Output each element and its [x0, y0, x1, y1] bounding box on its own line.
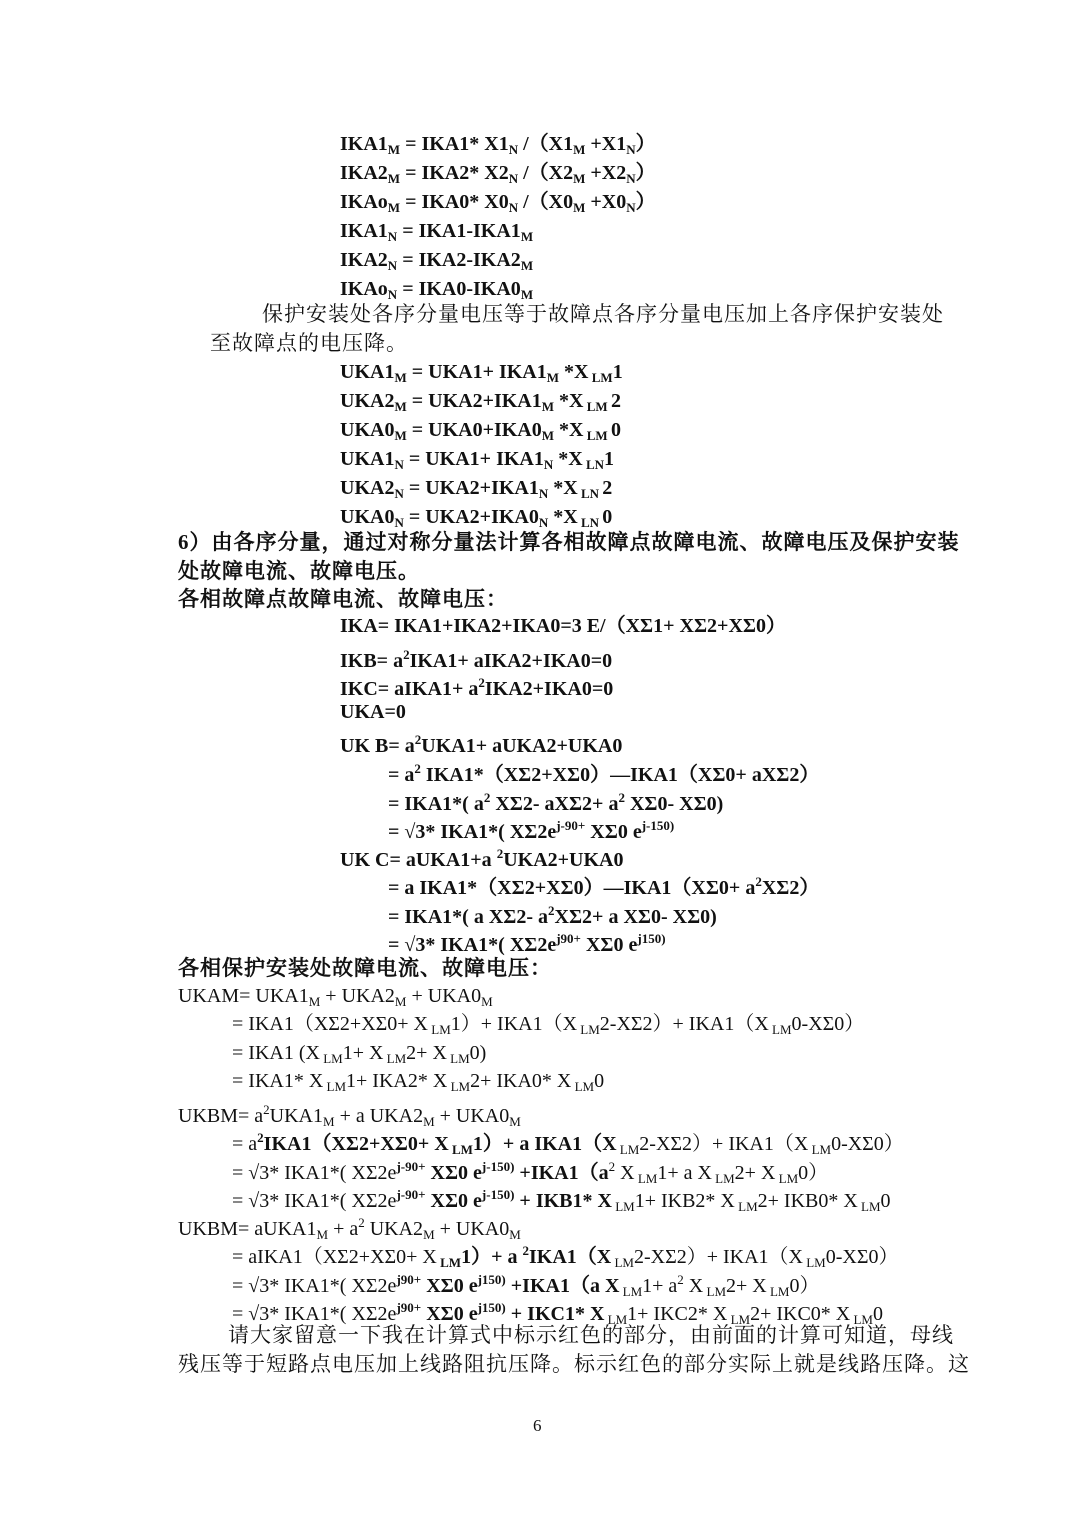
- subscript: LM: [768, 1022, 792, 1037]
- formula-text: XΣ2）: [761, 877, 820, 899]
- subscript: M: [394, 428, 407, 443]
- superscript: 2: [478, 675, 485, 690]
- formula-text: IKA= IKA1+IKA2+IKA0=3 E/（XΣ1+ XΣ2+XΣ0）: [340, 615, 786, 637]
- formula-text: 2+ X: [406, 1041, 447, 1064]
- formula-text: XΣ0 e: [585, 821, 642, 843]
- formula-text: 2: [610, 390, 621, 412]
- formula-text: +X1: [585, 133, 627, 155]
- subscript: LM: [703, 1283, 726, 1299]
- formula-text: = IKA0* X0: [400, 191, 509, 213]
- formula-text: UKA1: [340, 448, 395, 470]
- subscript: M: [316, 1227, 329, 1242]
- superscript: 2: [414, 732, 422, 747]
- subscript: N: [538, 515, 549, 530]
- formula-text: 0: [880, 1190, 891, 1212]
- subscript: M: [573, 200, 586, 215]
- formula-text: = IKA1*( a XΣ2- a: [388, 905, 549, 928]
- heading-6-line-1: 6）由各序分量，通过对称分量法计算各相故障点故障电流、故障电压及保护安装: [178, 530, 960, 554]
- formula-text: = √3* IKA1*( XΣ2e: [232, 1190, 397, 1212]
- formula-text: /（X1: [518, 133, 574, 155]
- subscript: LM: [446, 1050, 470, 1066]
- superscript: 2: [263, 1102, 270, 1117]
- formula-text: = UKA2+IKA1: [403, 477, 539, 499]
- formula-text: UKA0: [340, 419, 395, 441]
- superscript: j-150): [481, 1187, 515, 1202]
- formula-text: UKA=0: [340, 700, 406, 723]
- subscript: LM: [850, 1312, 873, 1327]
- superscript: j150): [477, 1300, 506, 1315]
- formula-text: IKA2+IKA0=0: [484, 678, 614, 700]
- formula-text: = IKA1*( a: [388, 792, 484, 815]
- formula-text: IKA1: [340, 133, 388, 155]
- superscript: j-90+: [396, 1158, 426, 1174]
- formula-text: 1）+ IKA1（X: [450, 1013, 578, 1035]
- subscript: M: [394, 994, 407, 1009]
- subscript: M: [520, 258, 534, 273]
- superscript: 2: [608, 1158, 616, 1174]
- subscript: LM: [775, 1170, 799, 1186]
- formula-text: UKA2+UKA0: [503, 849, 624, 871]
- page-number: 6: [533, 1416, 542, 1435]
- subscript: LM: [323, 1079, 347, 1094]
- formula-text: IKA2: [340, 249, 388, 271]
- subscript: N: [626, 171, 636, 186]
- subscript: M: [423, 1227, 435, 1242]
- formula-text: +IKA1（a: [514, 1161, 609, 1184]
- subscript: M: [573, 171, 586, 186]
- formula-text: XΣ0 e: [425, 1190, 482, 1212]
- subscript: LM: [448, 1142, 473, 1157]
- superscript: 2: [496, 846, 504, 861]
- formula-text: 2+ IKB0* X: [757, 1190, 858, 1212]
- formula-text: = UKA2+IKA0: [403, 506, 539, 528]
- formula-text: 1）+ a IKA1（X: [472, 1133, 617, 1155]
- formula-text: + UKA0: [434, 1105, 510, 1127]
- subscript: M: [541, 428, 555, 443]
- formula-text: = √3* IKA1*( XΣ2e: [388, 821, 557, 843]
- superscript: j150): [477, 1271, 506, 1287]
- subscript: M: [394, 399, 407, 414]
- formula-text: 0): [469, 1041, 487, 1064]
- formula-text: + UKA0: [406, 985, 482, 1007]
- subscript: LM: [604, 1312, 628, 1327]
- paragraph-1-line-1: 保护安装处各序分量电压等于故障点各序分量电压加上各序保护安装处: [262, 302, 944, 326]
- formula-text: = UKA2+IKA1: [406, 390, 542, 412]
- formula-text: +IKA1（a X: [505, 1274, 620, 1297]
- formula-text: XΣ0 e: [421, 1274, 478, 1297]
- formula-text: *X: [554, 390, 584, 412]
- subscript: LM: [383, 1050, 407, 1066]
- formula-text: UKA1+ aUKA2+UKA0: [421, 735, 623, 757]
- subscript: N: [394, 486, 404, 501]
- superscript: j150): [637, 931, 666, 946]
- formula-text: 2+ IKC0* X: [750, 1303, 851, 1325]
- formula-text: UK C= aUKA1+a: [340, 849, 497, 871]
- subscript: M: [509, 1227, 521, 1242]
- formula-text: = √3* IKA1*( XΣ2e: [232, 1303, 397, 1325]
- formula-text: 2-XΣ2）+ IKA1（X: [599, 1013, 769, 1035]
- subscript: M: [509, 1114, 521, 1129]
- subscript: N: [394, 457, 404, 472]
- subscript: M: [481, 994, 493, 1009]
- subscript: M: [387, 142, 401, 157]
- formula-text: 2: [602, 477, 613, 499]
- formula-text: *X: [553, 448, 583, 470]
- formula-text: 0: [594, 1070, 605, 1092]
- subscript: LM: [583, 399, 611, 414]
- formula-text: = a: [388, 764, 415, 786]
- formula-text: 1+ IKC2* X: [627, 1303, 728, 1325]
- subscript: LM: [428, 1022, 451, 1037]
- subscript: LM: [616, 1142, 640, 1157]
- superscript: 2: [522, 1243, 529, 1258]
- formula-text: X: [615, 1161, 635, 1184]
- formula-text: XΣ2+ a XΣ0- XΣ0): [554, 905, 717, 928]
- formula-text: + UKA0: [434, 1218, 510, 1240]
- superscript: 2: [483, 789, 491, 805]
- superscript: j-90+: [556, 818, 586, 833]
- formula-text: UKA2: [340, 477, 395, 499]
- subscript: LM: [611, 1255, 634, 1270]
- formula-text: 0）: [789, 1274, 820, 1297]
- subscript: M: [387, 171, 401, 186]
- formula-text: *X: [554, 419, 584, 441]
- formula-text: *X: [548, 506, 578, 528]
- formula-text: +X2: [585, 162, 627, 184]
- formula-text: ）: [635, 191, 656, 213]
- superscript: 2: [414, 761, 421, 776]
- formula-text: 2+ IKA0* X: [470, 1070, 572, 1092]
- subscript: LM: [583, 428, 611, 443]
- formula-text: XΣ0 e: [580, 934, 638, 956]
- subscript: LM: [766, 1283, 790, 1299]
- superscript: 2: [358, 1215, 365, 1230]
- formula-text: 1）+ a: [461, 1246, 523, 1268]
- formula-text: /（X2: [518, 162, 574, 184]
- paragraph-2-line-1: 请大家留意一下我在计算式中标示红色的部分，由前面的计算可知道，母线: [228, 1323, 954, 1347]
- formula-text: IKA1（XΣ2+XΣ0+ X: [263, 1133, 449, 1155]
- subscript: LM: [634, 1170, 658, 1186]
- subscript: LM: [611, 1199, 635, 1214]
- superscript: 2: [548, 902, 555, 918]
- formula-text: 1: [604, 448, 615, 470]
- subscript: M: [573, 142, 586, 157]
- subscript: N: [508, 200, 519, 215]
- formula-text: = UKA0+IKA0: [406, 419, 542, 441]
- paragraph-1-line-2: 至故障点的电压降。: [210, 331, 408, 355]
- formula-text: +X0: [585, 191, 627, 213]
- formula-text: 2-XΣ2）+ IKA1（X: [633, 1246, 803, 1268]
- formula-text: UKA1: [269, 1105, 324, 1127]
- formula-text: IKAo: [340, 191, 388, 213]
- formula-text: IKA1: [340, 220, 388, 242]
- formula-text: = a IKA1*（XΣ2+XΣ0）—IKA1（XΣ0+ a: [388, 877, 756, 899]
- formula-text: IKA2: [340, 162, 388, 184]
- formula-text: 1: [612, 361, 623, 383]
- subscript: M: [423, 1114, 435, 1129]
- formula-text: IKA1+ aIKA2+IKA0=0: [409, 649, 613, 672]
- superscript: j-150): [481, 1158, 515, 1174]
- formula-text: IKB= a: [340, 649, 404, 672]
- subscript: LM: [588, 370, 613, 385]
- formula-text: 1+ X: [342, 1041, 384, 1064]
- subscript: M: [520, 229, 534, 244]
- subscript: LN: [582, 457, 605, 472]
- subscript: N: [543, 457, 554, 472]
- subscript: LN: [577, 486, 603, 501]
- formula-text: = √3* IKA1*( XΣ2e: [232, 1274, 397, 1297]
- formula-text: IKA1*（XΣ2+XΣ0）—IKA1（XΣ0+ aXΣ2）: [420, 764, 820, 786]
- formula-text: 2-XΣ2）+ IKA1（X: [639, 1133, 809, 1155]
- formula-text: IKA1（X: [528, 1246, 612, 1268]
- formula-text: UKA0: [340, 506, 395, 528]
- subscript: M: [520, 287, 534, 302]
- formula-text: IKC= aIKA1+ a: [340, 678, 479, 700]
- formula-text: = IKA1 (X: [232, 1041, 320, 1064]
- formula-text: X: [683, 1274, 704, 1297]
- subheading-fault-point: 各相故障点故障电流、故障电压：: [178, 587, 508, 611]
- formula-text: + a UKA2: [334, 1105, 424, 1127]
- subscript: N: [626, 142, 636, 157]
- subscript: LM: [808, 1142, 832, 1157]
- formula-text: = √3* IKA1*( XΣ2e: [388, 934, 557, 956]
- subscript: N: [508, 171, 519, 186]
- subheading-protection-point: 各相保护安装处故障电流、故障电压：: [178, 956, 552, 980]
- formula-text: /（X0: [518, 191, 574, 213]
- formula-text: *X: [548, 477, 578, 499]
- subscript: LM: [447, 1079, 471, 1094]
- subscript: N: [394, 515, 404, 530]
- formula-text: = √3* IKA1*( XΣ2e: [232, 1161, 397, 1184]
- formula-text: 2+ X: [734, 1161, 776, 1184]
- formula-text: UKAM= UKA1: [178, 985, 309, 1007]
- superscript: j-150): [641, 818, 675, 833]
- formula-text: UK B= a: [340, 735, 415, 757]
- superscript: 2: [257, 1130, 264, 1145]
- superscript: j90+: [396, 1271, 422, 1287]
- formula-text: + UKA2: [320, 985, 395, 1007]
- superscript: j90+: [396, 1300, 422, 1315]
- formula-text: UKBM= a: [178, 1105, 264, 1127]
- subscript: N: [508, 142, 519, 157]
- formula-text: = IKA1* X: [232, 1070, 324, 1092]
- subscript: LM: [577, 1022, 600, 1037]
- subscript: LM: [571, 1079, 595, 1094]
- superscript: 2: [755, 874, 762, 889]
- superscript: 2: [618, 789, 625, 805]
- subscript: M: [308, 994, 321, 1009]
- formula-text: 2+ X: [726, 1274, 767, 1297]
- paragraph-2-line-2: 残压等于短路点电压加上线路阻抗压降。标示红色的部分实际上就是线路压降。这: [178, 1352, 970, 1376]
- subscript: LM: [802, 1255, 826, 1270]
- subscript: LM: [619, 1283, 643, 1299]
- formula-text: = IKA1-IKA1: [397, 220, 521, 242]
- formula-text: 0-XΣ0）: [825, 1246, 899, 1268]
- subscript: N: [387, 287, 398, 302]
- subscript: LM: [857, 1199, 881, 1214]
- subscript: N: [387, 258, 398, 273]
- formula-text: *X: [559, 361, 589, 383]
- formula-text: + IKB1* X: [514, 1190, 612, 1212]
- superscript: j90+: [556, 931, 581, 946]
- formula-text: = IKA2* X2: [400, 162, 509, 184]
- formula-text: 0）: [798, 1161, 829, 1184]
- formula-text: = UKA1+ IKA1: [403, 448, 544, 470]
- formula-text: + a: [328, 1218, 359, 1240]
- formula-text: = IKA1（XΣ2+XΣ0+ X: [232, 1013, 428, 1035]
- formula-line: [340, 612, 786, 640]
- formula-text: 0-XΣ0）: [791, 1013, 865, 1035]
- formula-line: [340, 698, 406, 726]
- formula-text: XΣ0- XΣ0): [624, 792, 724, 815]
- subscript: LM: [734, 1199, 758, 1214]
- formula-text: 1+ a X: [657, 1161, 712, 1184]
- formula-text: = IKA2-IKA2: [397, 249, 521, 271]
- subscript: M: [546, 370, 560, 385]
- formula-text: UKA2: [340, 390, 395, 412]
- formula-text: 1+ a: [642, 1274, 678, 1297]
- formula-text: XΣ0 e: [425, 1161, 482, 1184]
- formula-text: 0: [610, 419, 621, 441]
- superscript: 2: [677, 1271, 684, 1287]
- subscript: LN: [577, 515, 603, 530]
- subscript: LM: [436, 1255, 462, 1270]
- superscript: 2: [403, 646, 410, 662]
- formula-text: + IKC1* X: [505, 1303, 605, 1325]
- formula-text: ）: [635, 162, 656, 184]
- subscript: LM: [319, 1050, 343, 1066]
- formula-text: 1+ IKA2* X: [346, 1070, 448, 1092]
- formula-text: IKAo: [340, 278, 388, 300]
- formula-text: = IKA1* X1: [400, 133, 509, 155]
- formula-text: = a: [232, 1133, 258, 1155]
- formula-text: 0-XΣ0）: [831, 1133, 904, 1155]
- formula-text: = UKA1+ IKA1: [406, 361, 547, 383]
- formula-text: XΣ2- aXΣ2+ a: [490, 792, 619, 815]
- subscript: M: [394, 370, 407, 385]
- formula-text: = IKA0-IKA0: [397, 278, 521, 300]
- subscript: N: [538, 486, 549, 501]
- formula-text: 1+ IKB2* X: [634, 1190, 735, 1212]
- formula-text: = aIKA1（XΣ2+XΣ0+ X: [232, 1246, 437, 1268]
- subscript: LM: [711, 1170, 735, 1186]
- formula-text: 0: [602, 506, 613, 528]
- subscript: N: [626, 200, 636, 215]
- subscript: N: [387, 229, 398, 244]
- heading-6-line-2: 处故障电流、故障电压。: [178, 559, 420, 583]
- subscript: LM: [727, 1312, 751, 1327]
- subscript: M: [541, 399, 555, 414]
- formula-text: UKA2: [364, 1218, 424, 1240]
- formula-text: UKA1: [340, 361, 395, 383]
- formula-text: UKBM= aUKA1: [178, 1218, 317, 1240]
- formula-text: ）: [635, 133, 656, 155]
- subscript: M: [323, 1114, 335, 1129]
- formula-text: XΣ0 e: [421, 1303, 478, 1325]
- superscript: j-90+: [396, 1187, 426, 1202]
- subscript: M: [387, 200, 401, 215]
- formula-text: 0: [872, 1303, 883, 1325]
